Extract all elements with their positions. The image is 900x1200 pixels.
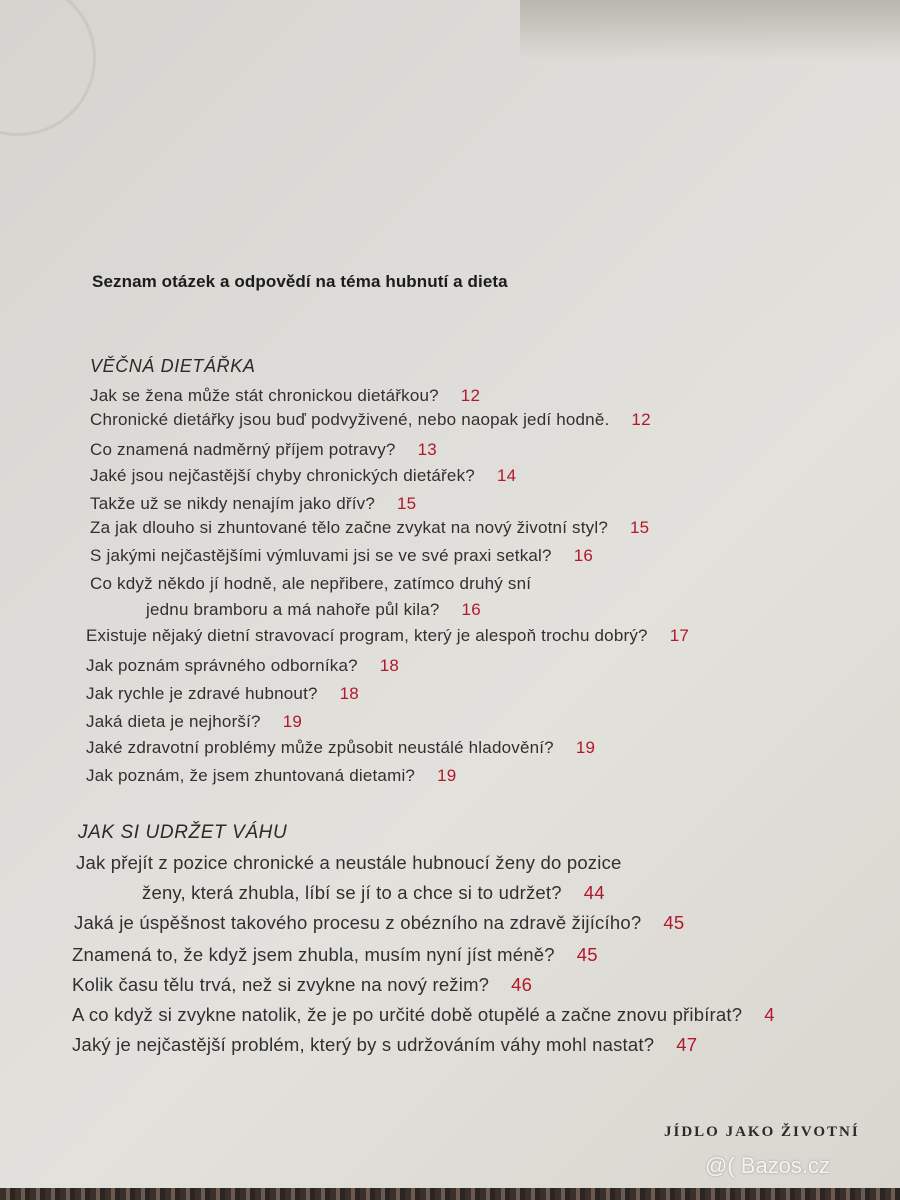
entry-text: Jak poznám správného odborníka?	[86, 656, 358, 675]
entry-text: Jak se žena může stát chronickou dietářkou?	[90, 386, 439, 405]
entry-text: jednu bramboru a má nahoře půl kila?	[146, 600, 440, 619]
toc-entry	[86, 684, 359, 704]
entry-text: Takže už se nikdy nenajím jako dřív?	[90, 494, 376, 513]
entry-text: Jak poznám, že jsem zhuntovaná dietami?	[86, 766, 416, 785]
page-heading: Seznam otázek a odpovědí na téma hubnutí a dieta	[92, 272, 508, 291]
entry-text: A co když si zvykne natolik, že je po určité době otupělé a začne znovu přibírat?	[72, 1004, 743, 1025]
entry-text: Jaká je úspěšnost takového procesu z obézního na zdravě žijícího?	[74, 912, 642, 933]
toc-entry	[90, 466, 516, 486]
toc-entry	[72, 1034, 697, 1056]
page-number: 16	[461, 600, 481, 619]
page-number: 4	[764, 1004, 775, 1025]
section-title-vecna-dietarka: VĚČNÁ DIETÁŘKA	[90, 356, 256, 376]
page-number: 45	[663, 912, 685, 933]
toc-entry-continuation	[142, 882, 605, 904]
bleed-through-circle	[0, 0, 96, 136]
toc-entry	[90, 546, 593, 566]
entry-text: Jaké zdravotní problémy může způsobit neustálé hladovění?	[86, 738, 554, 757]
entry-text: Jak přejít z pozice chronické a neustále hubnoucí ženy do pozice	[76, 852, 622, 873]
section-title-jak-si-udrzet-vahu: JAK SI UDRŽET VÁHU	[78, 822, 288, 843]
page-number: 12	[631, 410, 651, 429]
toc-entry	[76, 852, 622, 874]
toc-entry	[74, 912, 684, 934]
page-number: 19	[575, 738, 596, 757]
page-number: 47	[676, 1034, 698, 1055]
page-number: 19	[437, 766, 457, 785]
entry-text: Jaká dieta je nejhorší?	[86, 712, 261, 731]
entry-text: Co znamená nadměrný příjem potravy?	[90, 440, 396, 459]
page-number: 14	[496, 466, 517, 485]
toc-entry	[90, 440, 437, 460]
page-number: 19	[282, 712, 303, 731]
toc-entry	[86, 766, 456, 786]
toc-entry	[86, 626, 689, 646]
toc-entry	[90, 386, 480, 406]
entry-text: Jaké jsou nejčastější chyby chronických dietářek?	[90, 466, 475, 485]
entry-text: Existuje nějaký dietní stravovací program, který je alespoň trochu dobrý?	[86, 626, 648, 645]
entry-text: Kolik času tělu trvá, než si zvykne na nový režim?	[72, 974, 490, 995]
table-surface	[0, 1188, 900, 1200]
page-number: 15	[397, 494, 417, 513]
toc-entry	[86, 712, 302, 732]
entry-text: Jaký je nejčastější problém, který by s udržováním váhy mohl nastat?	[72, 1034, 655, 1055]
page-number: 45	[576, 944, 598, 965]
entry-text: Jak rychle je zdravé hubnout?	[86, 684, 318, 703]
toc-entry	[90, 574, 531, 594]
entry-text: S jakými nejčastějšími výmluvami jsi se ve své praxi setkal?	[90, 546, 552, 565]
page-number: 13	[417, 440, 437, 459]
page-shadow	[520, 0, 900, 60]
page-number: 12	[460, 386, 481, 405]
page-number: 15	[630, 518, 650, 537]
page-number: 18	[379, 656, 400, 675]
page-number: 16	[573, 546, 593, 565]
page-number: 46	[511, 974, 533, 995]
entry-text: Znamená to, že když jsem zhubla, musím nyní jíst méně?	[72, 944, 555, 965]
toc-entry	[90, 410, 651, 430]
toc-entry	[72, 944, 598, 966]
page-number: 44	[583, 882, 605, 903]
toc-entry	[90, 518, 649, 538]
toc-entry	[72, 1004, 775, 1026]
page-number: 18	[339, 684, 359, 703]
toc-entry	[86, 656, 399, 676]
running-footer: JÍDLO JAKO ŽIVOTNÍ	[664, 1124, 860, 1140]
entry-text: Za jak dlouho si zhuntované tělo začne zvykat na nový životní styl?	[90, 518, 609, 537]
page-number: 17	[669, 626, 690, 645]
toc-entry	[90, 494, 416, 514]
toc-entry	[72, 974, 532, 996]
entry-text: Co když někdo jí hodně, ale nepřibere, zatímco druhý sní	[90, 574, 532, 593]
toc-entry-continuation	[146, 600, 481, 620]
bazos-watermark: @( Bazos.cz	[705, 1153, 831, 1178]
entry-text: Chronické dietářky jsou buď podvyživené, nebo naopak jedí hodně.	[90, 410, 610, 429]
toc-entry	[86, 738, 595, 758]
entry-text: ženy, která zhubla, líbí se jí to a chce si to udržet?	[142, 882, 562, 903]
